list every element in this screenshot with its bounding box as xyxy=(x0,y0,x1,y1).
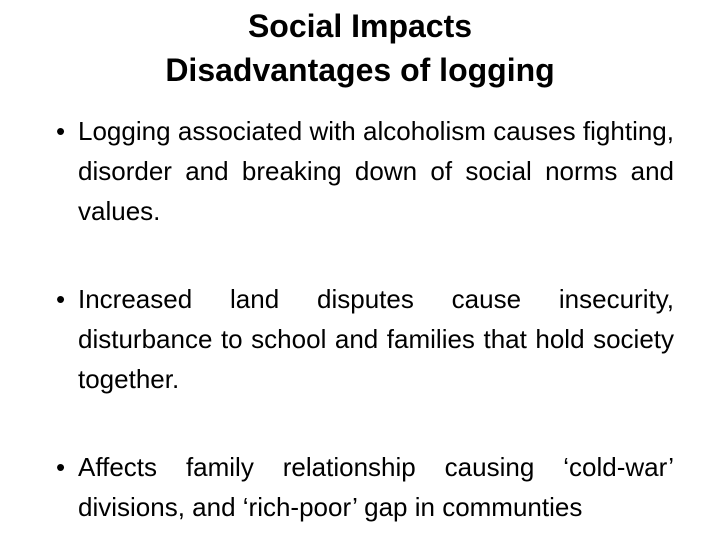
bullet-icon: • xyxy=(56,116,66,146)
slide-title xyxy=(0,4,720,92)
bullet-text: Logging associated with alcoholism causes fighting, disorder and breaking down of social norms and values. xyxy=(78,116,674,226)
bullet-item xyxy=(56,111,674,231)
bullet-item xyxy=(56,279,674,399)
bullet-text: Increased land disputes cause insecurity, disturbance to school and families that hold society together. xyxy=(78,284,674,394)
title-line-1: Social Impacts xyxy=(247,8,473,44)
bullet-icon: • xyxy=(56,284,66,314)
title-line-2: Disadvantages of logging xyxy=(165,52,555,88)
bullet-text: Affects family relationship causing ‘cold-war’ divisions, and ‘rich-poor’ gap in communties xyxy=(78,452,674,522)
bullet-item xyxy=(56,447,674,527)
bullet-icon: • xyxy=(56,452,66,482)
